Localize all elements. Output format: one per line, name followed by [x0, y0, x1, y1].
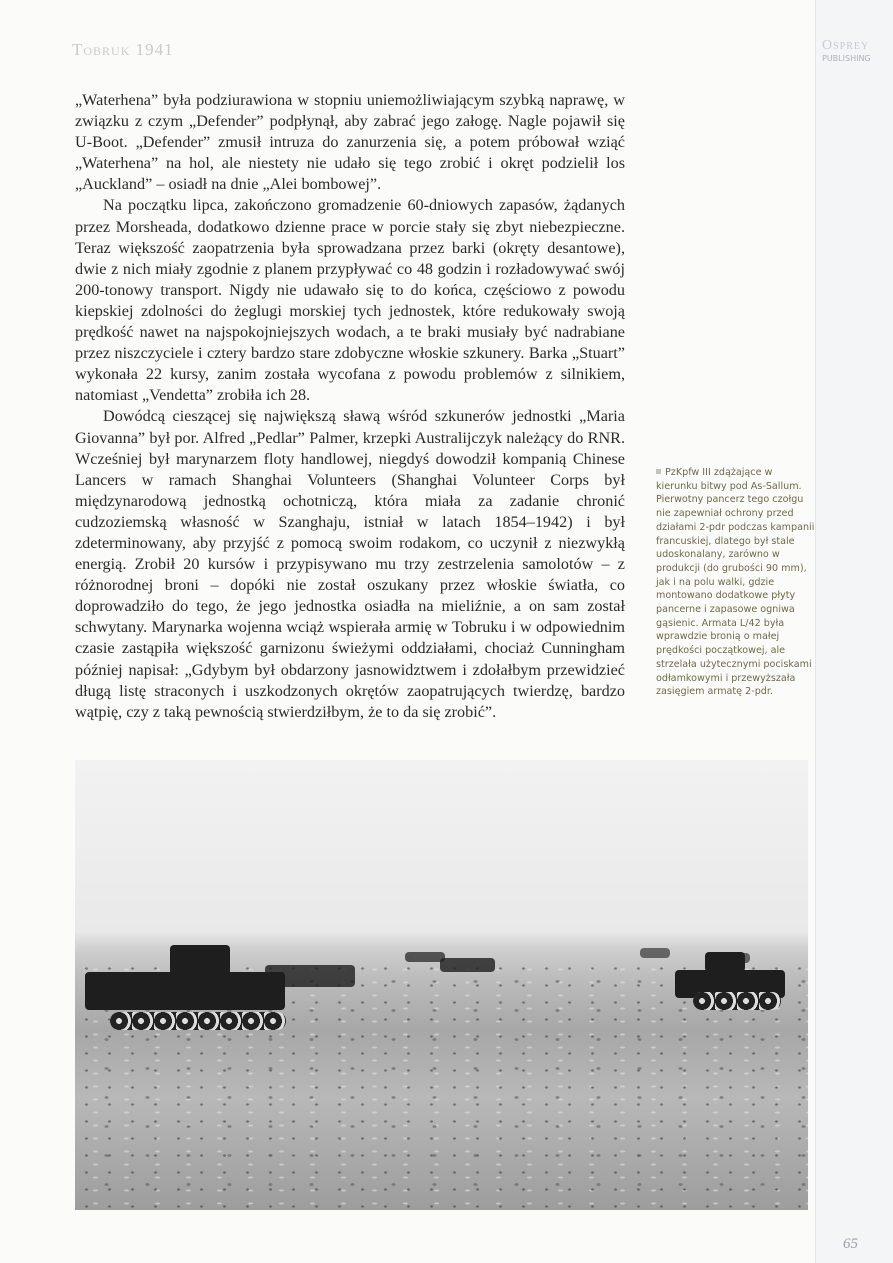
publisher-logo	[822, 38, 892, 64]
photo-tank-turret	[705, 952, 745, 972]
photo-tank	[640, 948, 670, 958]
photo-tank	[265, 965, 355, 987]
caption-bullet-icon	[656, 469, 661, 474]
caption-text: PzKpfw III zdążające w kierunku bitwy pod As-Sallum. Pierwotny pancerz tego czołgu nie zapewniał ochrony przed działami 2-pdr podczas kampanii francuskiej, dlatego był stale udoskonalany, zarówno w produkcji (do grubości 90 mm), jak i na polu walki, gdzie montowano dodatkowe płyty pancerne i zapasowe ogniwa gąsienic. Armata L/42 była wprawdzie bronią o małej prędkości początkowej, ale strzelała użytecznymi pociskami odłamkowymi i przewyższała zasięgiem armatę 2-pdr.	[656, 467, 815, 698]
paragraph: Na początku lipca, zakończono gromadzenie 60-dniowych zapasów, żądanych przez Morsheada, dodatkowo dzienne prace w porcie stały się zbyt niebezpieczne. Teraz większość zaopatrzenia była sprowadzana przez barki (okręty desantowe), dwie z nich miały zgodnie z planem przypływać co 48 godzin i rozładowywać swój 200-tonowy transport. Nigdy nie udawało się to do końca, częściowo z powodu kiepskiej zdolności do żeglugi morskiej tych jednostek, które redukowały swoją prędkość nawet na najspokojniejszych wodach, a te braki musiały być nadrabiane przez niszczyciele i cztery bardzo stare zdobyczne włoskie szkunery. Barka „Stuart” wykonała 22 kursy, zanim została wycofana z powodu problemów z silnikiem, natomiast „Vendetta” zrobiła ich 28.	[75, 196, 625, 405]
photo-tank-wheels	[110, 1012, 286, 1030]
publisher-logo-sub: PUBLISHING	[822, 54, 871, 63]
page-edge-strip	[815, 0, 893, 1263]
paragraph: Dowódcą cieszącej się największą sławą wśród szkunerów jednostki „Maria Giovanna” był por. Alfred „Pedlar” Palmer, krzepki Australijczyk należący do RNR. Wcześniej był marynarzem floty handlowej, niegdyś dowodził kompanią Chinese Lancers w ramach Shanghai Volunteers (Shanghai Volunteer Corps był międzynarodową jednostką ochotniczą, która miała za zadanie chronić cudzoziemską własność w Szanghaju, istniał w latach 1854–1942) i był zdeterminowany, aby przyjść z pomocą swoim rodakom, co uczynił z niezwykłą energią. Zrobił 20 kursów i przypisywano mu trzy zestrzelenia samolotów – z różnorodnej broni – dopóki nie został oszukany przez włoskie światła, co doprowadziło do tego, że jego jednostka osiadła na mieliźnie, a on sam został schwytany. Marynarka wojenna wciąż wspierała armię w Tobruku i w odpowiednim czasie zastąpiła większość garnizonu świeżymi oddziałami, chociaż Cunningham później napisał: „Gdybym był obdarzony jasnowidztwem i zdołałbym przewidzieć długą listę straconych i uszkodzonych okrętów zaopatrujących twierdzę, bardzo wątpię, czy z taką pewnością stwierdziłbym, że to da się zrobić”.	[75, 407, 625, 721]
running-title: Tobruk 1941	[72, 40, 174, 59]
photo-tank	[405, 952, 445, 962]
page-number: 65	[843, 1236, 858, 1252]
photo-tank-wheels	[693, 992, 781, 1010]
photo-caption	[656, 466, 816, 699]
body-text	[75, 90, 625, 723]
photo-tanks-desert	[75, 760, 808, 1210]
photo-tank	[85, 972, 285, 1010]
publisher-logo-name: Osprey	[822, 38, 870, 53]
photo-tank-turret	[170, 945, 230, 975]
photo-tank	[440, 958, 495, 972]
paragraph: „Waterhena” była podziurawiona w stopniu uniemożliwiającym szybką naprawę, w związku z czym „Defender” podpłynął, aby zabrać jego załogę. Nagle pojawił się U-Boot. „Defender” zmusił intruza do zanurzenia się, a potem próbował wziąć „Waterhena” na hol, ale niestety nie udało się tego zrobić i okręt podzielił los „Auckland” – osiadł na dnie „Alei bombowej”.	[75, 91, 625, 194]
